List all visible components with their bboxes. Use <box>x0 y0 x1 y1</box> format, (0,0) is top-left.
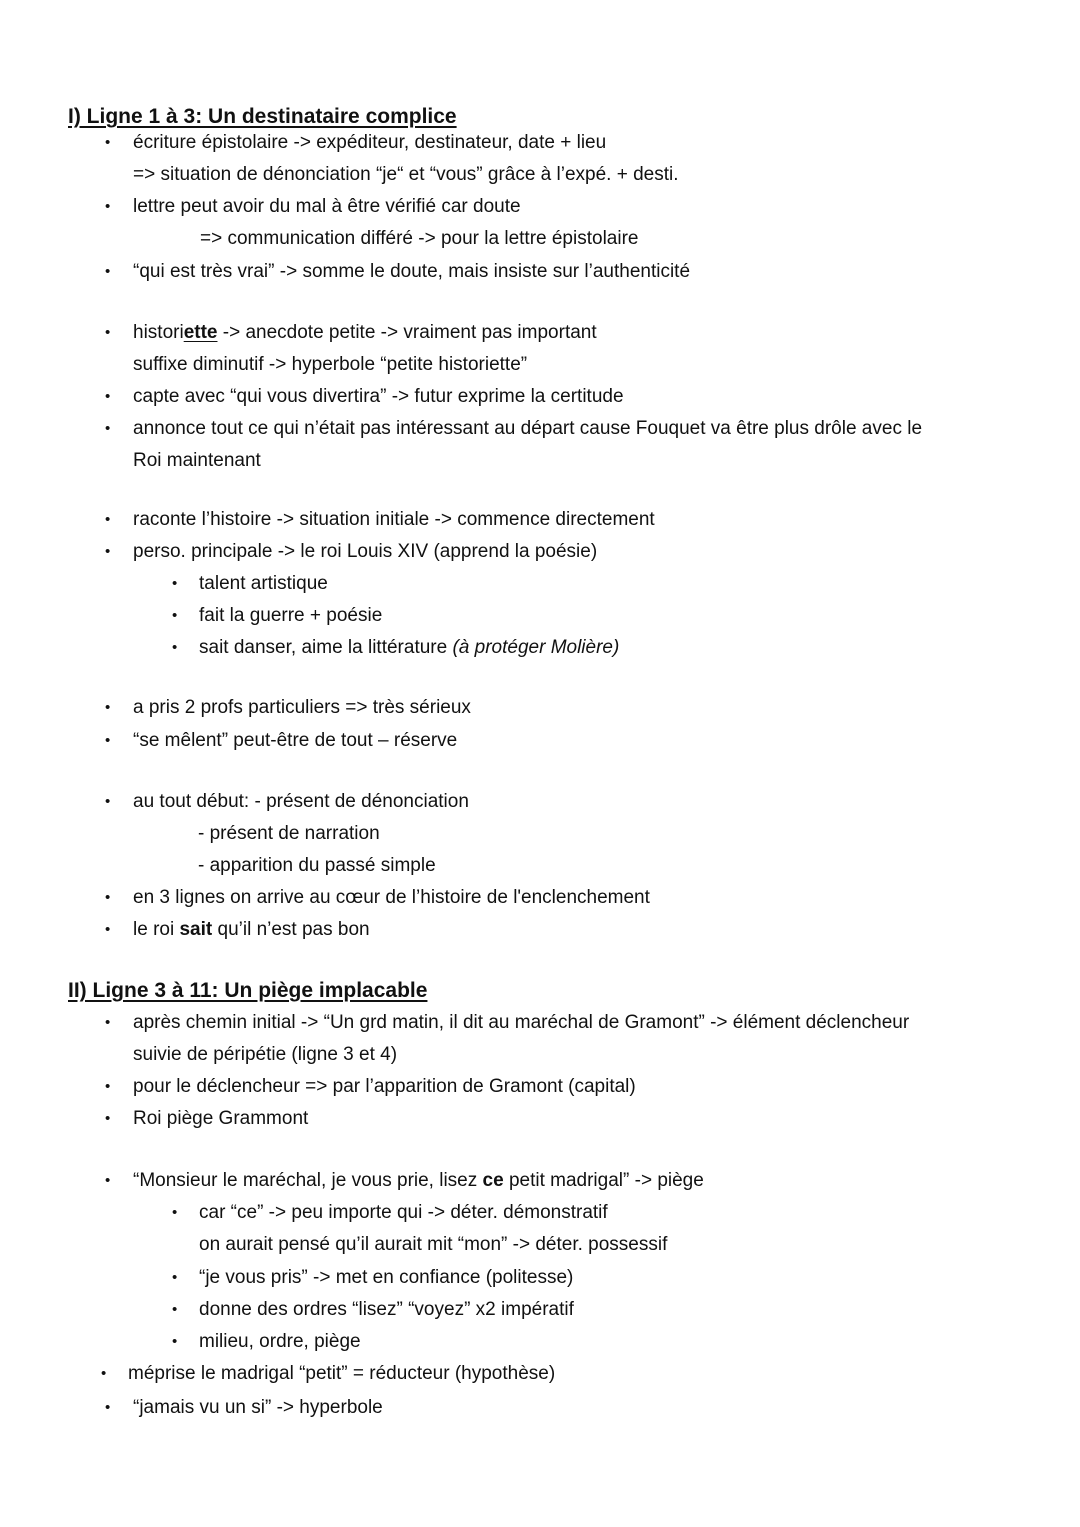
historiette-rest: -> anecdote petite -> vraiment pas important <box>222 322 597 343</box>
bullet-icon: • <box>105 921 111 938</box>
note-line: “je vous pris” -> met en confiance (politesse) <box>199 1267 574 1288</box>
note-emphasis: ce <box>482 1170 504 1191</box>
note-line: en 3 lignes on arrive au cœur de l’histoire de l'enclenchement <box>133 887 650 908</box>
note-line: on aurait pensé qu’il aurait mit “mon” -> déter. possessif <box>199 1234 668 1255</box>
note-line <box>199 636 619 660</box>
note-emphasis: sait <box>179 919 213 940</box>
bullet-icon: • <box>105 1110 111 1127</box>
bullet-icon: • <box>172 1204 178 1221</box>
note-line: milieu, ordre, piège <box>199 1331 361 1352</box>
note-line: fait la guerre + poésie <box>199 605 383 626</box>
moliere-note: (à protéger Molière) <box>452 637 620 658</box>
bullet-icon: • <box>172 575 178 592</box>
note-line: Roi maintenant <box>133 450 261 471</box>
section-2-title: II) Ligne 3 à 11: Un piège implacable <box>68 979 428 1002</box>
note-line: “jamais vu un si” -> hyperbole <box>133 1397 383 1418</box>
bullet-icon: • <box>105 263 111 280</box>
note-line: méprise le madrigal “petit” = réducteur (hypothèse) <box>128 1363 556 1384</box>
note-line: raconte l’histoire -> situation initiale -> commence directement <box>133 509 655 530</box>
bullet-icon: • <box>172 1333 178 1350</box>
section-1-title: I) Ligne 1 à 3: Un destinataire complice <box>68 105 457 128</box>
note-line: Roi piège Grammont <box>133 1108 309 1129</box>
bullet-icon: • <box>105 1399 111 1416</box>
note-line <box>133 321 597 345</box>
historiette-prefix: histori <box>133 322 184 343</box>
note-line: perso. principale -> le roi Louis XIV (apprend la poésie) <box>133 541 598 562</box>
bullet-icon: • <box>105 1014 111 1031</box>
bullet-icon: • <box>105 889 111 906</box>
bullet-icon: • <box>105 511 111 528</box>
note-line <box>133 918 370 942</box>
note-line: au tout début: - présent de dénonciation <box>133 791 469 812</box>
note-line: “se mêlent” peut-être de tout – réserve <box>133 730 458 751</box>
note-line: suivie de péripétie (ligne 3 et 4) <box>133 1044 398 1065</box>
bullet-icon: • <box>172 1269 178 1286</box>
bullet-icon: • <box>105 388 111 405</box>
bullet-icon: • <box>105 134 111 151</box>
note-text: petit madrigal” -> piège <box>508 1170 704 1191</box>
historiette-suffix: ette <box>183 322 218 343</box>
note-text: qu’il n’est pas bon <box>217 919 370 940</box>
note-line: suffixe diminutif -> hyperbole “petite historiette” <box>133 354 528 375</box>
bullet-icon: • <box>105 699 111 716</box>
note-line: lettre peut avoir du mal à être vérifié car doute <box>133 196 521 217</box>
note-line: => situation de dénonciation “je“ et “vous” grâce à l’expé. + desti. <box>133 164 679 185</box>
note-line: après chemin initial -> “Un grd matin, il dit au maréchal de Gramont” -> élément déclencheur <box>133 1012 910 1033</box>
bullet-icon: • <box>172 1301 178 1318</box>
note-text: sait danser, aime la littérature <box>199 637 448 658</box>
bullet-icon: • <box>172 607 178 624</box>
bullet-icon: • <box>105 198 111 215</box>
bullet-icon: • <box>101 1365 107 1382</box>
bullet-icon: • <box>105 732 111 749</box>
bullet-icon: • <box>105 324 111 341</box>
bullet-icon: • <box>105 1172 111 1189</box>
note-text: “Monsieur le maréchal, je vous prie, lisez <box>133 1170 478 1191</box>
note-line: “qui est très vrai” -> somme le doute, mais insiste sur l’authenticité <box>133 261 691 282</box>
bullet-icon: • <box>105 543 111 560</box>
bullet-icon: • <box>105 793 111 810</box>
bullet-icon: • <box>105 420 111 437</box>
note-line: => communication différé -> pour la lettre épistolaire <box>200 228 639 249</box>
note-text: le roi <box>133 919 175 940</box>
note-line: a pris 2 profs particuliers => très sérieux <box>133 697 471 718</box>
note-line: pour le déclencheur => par l’apparition de Gramont (capital) <box>133 1076 636 1097</box>
note-line: annonce tout ce qui n’était pas intéressant au départ cause Fouquet va être plus drôle avec le <box>133 418 923 439</box>
bullet-icon: • <box>172 639 178 656</box>
note-line: car “ce” -> peu importe qui -> déter. démonstratif <box>199 1202 608 1223</box>
note-line: capte avec “qui vous divertira” -> futur exprime la certitude <box>133 386 624 407</box>
bullet-icon: • <box>105 1078 111 1095</box>
note-line: - apparition du passé simple <box>198 855 436 876</box>
note-line: talent artistique <box>199 573 328 594</box>
note-line <box>133 1169 704 1193</box>
note-line: - présent de narration <box>198 823 380 844</box>
note-line: écriture épistolaire -> expéditeur, destinateur, date + lieu <box>133 132 607 153</box>
note-line: donne des ordres “lisez” “voyez” x2 impératif <box>199 1299 574 1320</box>
